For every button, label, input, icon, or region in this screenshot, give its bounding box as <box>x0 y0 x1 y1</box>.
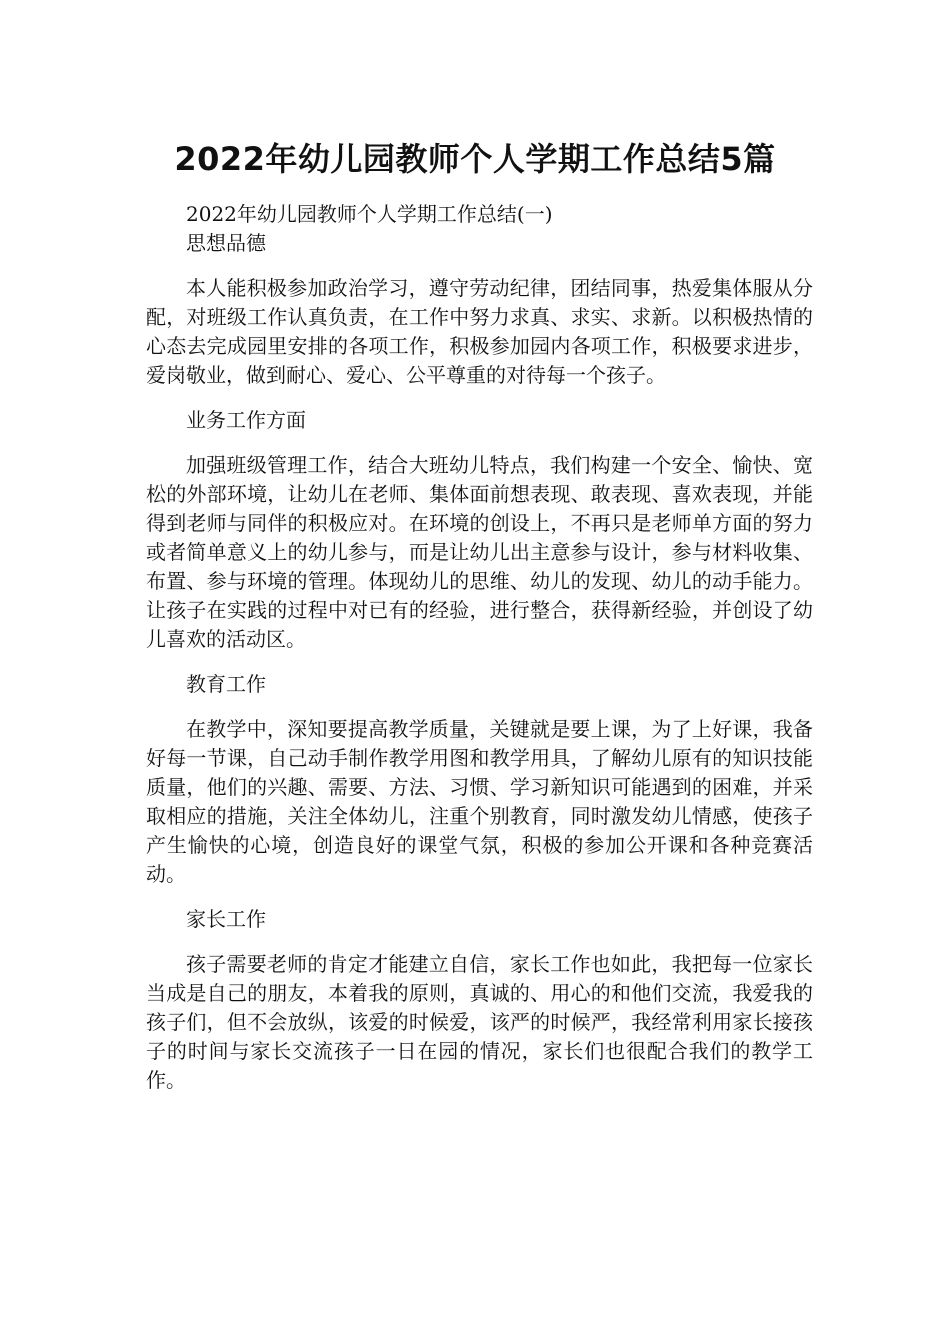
paragraph-teaching: 在教学中，深知要提高教学质量，关键就是要上课，为了上好课，我备好每一节课，自己动手制作教学用图和教学用具，了解幼儿原有的知识技能质量，他们的兴趣、需要、方法、习惯、学习新知识可能遇到的困难，并采取相应的措施，关注全体幼儿，注重个别教育，同时激发幼儿情感，使孩子产生愉快的心境，创造良好的课堂气氛，积极的参加公开课和各种竞赛活动。 <box>146 717 813 886</box>
paragraph-parents: 孩子需要老师的肯定才能建立自信，家长工作也如此，我把每一位家长当成是自己的朋友，本着我的原则，真诚的、用心的和他们交流，我爱我的孩子们，但不会放纵，该爱的时候爱，该严的时候严，我经常利用家长接孩子的时间与家长交流孩子一日在园的情况，家长们也很配合我们的教学工作。 <box>146 952 813 1092</box>
section-subtitle: 2022年幼儿园教师个人学期工作总结(一) <box>186 202 553 226</box>
section-heading-moral: 思想品德 <box>186 231 266 255</box>
paragraph-moral: 本人能积极参加政治学习，遵守劳动纪律，团结同事，热爱集体服从分配，对班级工作认真负责，在工作中努力求真、求实、求新。以积极热情的心态去完成园里安排的各项工作，积极参加园内各项工作，积极要求进步，爱岗敬业，做到耐心、爱心、公平尊重的对待每一个孩子。 <box>146 276 813 387</box>
document-body <box>146 200 813 1111</box>
section-heading-parents: 家长工作 <box>186 907 266 931</box>
section-heading-teaching: 教育工作 <box>186 672 266 696</box>
section-heading-business: 业务工作方面 <box>186 408 306 432</box>
document-title: 2022年幼儿园教师个人学期工作总结5篇 <box>174 140 776 178</box>
paragraph-business: 加强班级管理工作，结合大班幼儿特点，我们构建一个安全、愉快、宽松的外部环境，让幼儿在老师、集体面前想表现、敢表现、喜欢表现，并能得到老师与同伴的积极应对。在环境的创设上，不再只是老师单方面的努力或者简单意义上的幼儿参与，而是让幼儿出主意参与设计，参与材料收集、布置、参与环境的管理。体现幼儿的思维、幼儿的发现、幼儿的动手能力。让孩子在实践的过程中对已有的经验，进行整合，获得新经验，并创设了幼儿喜欢的活动区。 <box>146 453 813 651</box>
